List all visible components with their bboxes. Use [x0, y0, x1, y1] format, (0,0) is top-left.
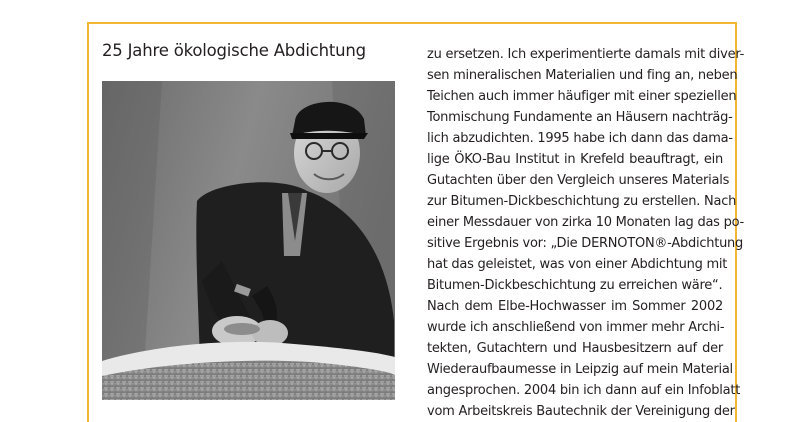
body-line: vom Arbeitskreis Bautechnik der Vereinigung der — [427, 404, 735, 419]
body-line: Tonmischung Fundamente an Häusern nachträg- — [427, 110, 733, 125]
body-line: einer Messdauer von zirka 10 Monaten lag das po- — [427, 215, 744, 230]
article-body — [427, 44, 745, 422]
body-line: sen mineralischen Materialien und fing an, neben — [427, 68, 738, 83]
body-line: Teichen auch immer häufiger mit einer speziellen — [427, 89, 737, 104]
body-line: zu ersetzen. Ich experimentierte damals mit diver- — [427, 47, 745, 62]
body-line: Gutachten über den Vergleich unseres Materials — [427, 173, 730, 188]
body-line: hat das geleistet, was von einer Abdichtung mit — [427, 257, 728, 272]
body-line: Wiederaufbaumesse in Leipzig auf mein Material — [427, 362, 733, 377]
article-heading: 25 Jahre ökologische Abdichtung — [102, 41, 366, 60]
body-line: lige ÖKO-Bau Institut in Krefeld beauftragt, ein — [427, 152, 723, 167]
body-line: sitive Ergebnis vor: „Die DERNOTON®-Abdichtung — [427, 236, 744, 251]
body-line: tekten, Gutachtern und Hausbesitzern auf der — [427, 341, 723, 356]
body-line: Bitumen-Dickbeschichtung zu erreichen wäre“. — [427, 278, 723, 293]
body-line: wurde ich anschließend von immer mehr Archi- — [427, 320, 725, 335]
body-line: angesprochen. 2004 bin ich dann auf ein Infoblatt — [427, 383, 741, 398]
body-line: lich abzudichten. 1995 habe ich dann das dama- — [427, 131, 733, 146]
portrait-photo — [102, 81, 395, 400]
body-line: Nach dem Elbe-Hochwasser im Sommer 2002 — [427, 299, 723, 314]
body-line: zur Bitumen-Dickbeschichtung zu erstellen. Nach — [427, 194, 737, 209]
